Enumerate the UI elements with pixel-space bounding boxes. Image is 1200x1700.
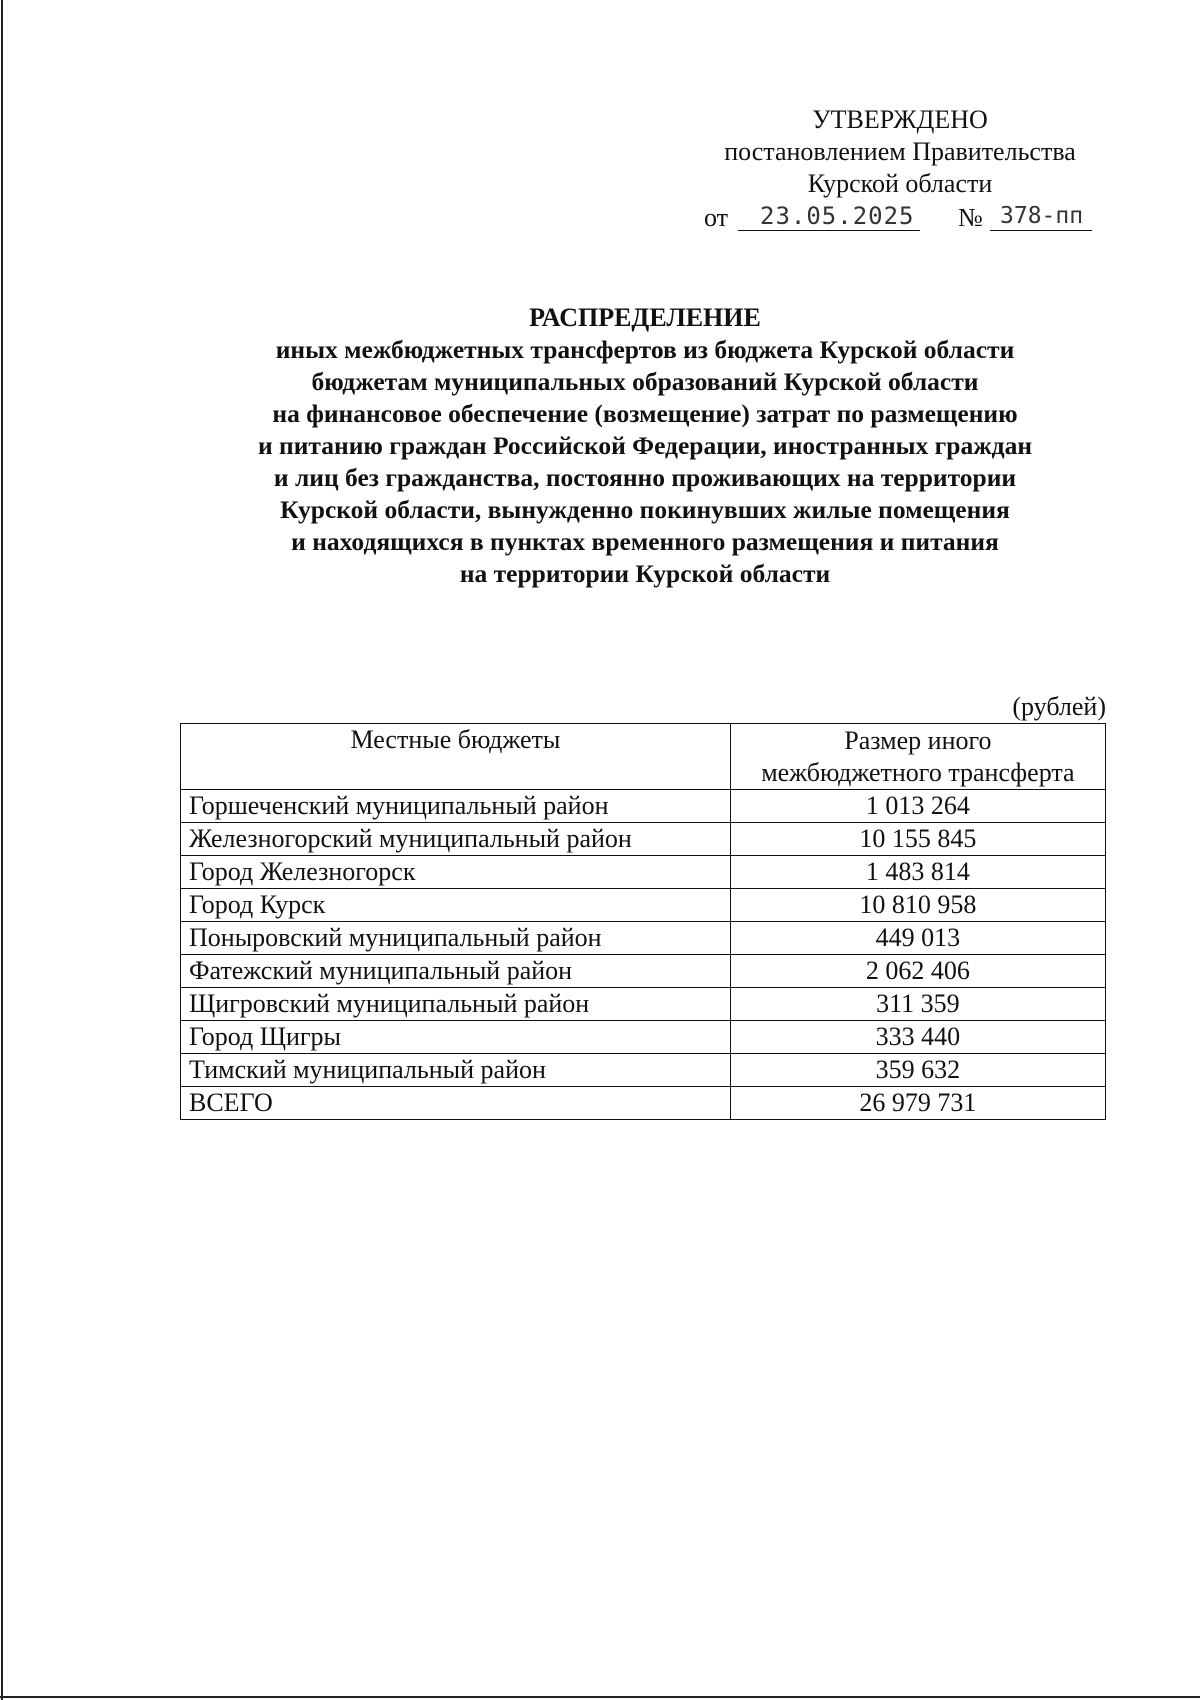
table-row xyxy=(181,955,1106,988)
distribution-table xyxy=(180,723,1106,1120)
budget-name-cell: Фатежский муниципальный район xyxy=(181,955,731,988)
header-amount-line: Размер иного xyxy=(844,726,992,755)
document-title xyxy=(140,302,1150,590)
approval-date: 23.05.2025 xyxy=(760,202,915,230)
table-header-row xyxy=(181,724,1106,790)
header-local-budgets: Местные бюджеты xyxy=(181,724,731,790)
number-sign: № xyxy=(958,203,983,232)
title-heading: РАСПРЕДЕЛЕНИЕ xyxy=(529,303,761,332)
title-line: и лиц без гражданства, постоянно проживающих на территории xyxy=(273,463,1017,492)
header-amount-line: межбюджетного трансферта xyxy=(761,758,1075,787)
date-prefix: от xyxy=(704,203,729,232)
budget-name-cell: Город Железногорск xyxy=(181,856,731,889)
budget-name-cell: Тимский муниципальный район xyxy=(181,1054,731,1087)
total-label-cell: ВСЕГО xyxy=(181,1087,731,1120)
amount-cell: 359 632 xyxy=(730,1054,1105,1087)
amount-cell: 2 062 406 xyxy=(730,955,1105,988)
title-line: иных межбюджетных трансфертов из бюджета Курской области xyxy=(275,335,1015,364)
approval-issuer: постановлением Правительства xyxy=(724,137,1076,166)
units-label: (рублей) xyxy=(1012,692,1106,721)
budget-name-cell: Железногорский муниципальный район xyxy=(181,823,731,856)
budget-name-cell: Поныровский муниципальный район xyxy=(181,922,731,955)
title-line: на финансовое обеспечение (возмещение) затрат по размещению xyxy=(272,399,1018,428)
title-line: Курской области, вынужденно покинувших жилые помещения xyxy=(280,495,1010,524)
scan-border-bottom xyxy=(0,1696,1200,1698)
amount-cell: 333 440 xyxy=(730,1021,1105,1054)
budget-name-cell: Город Курск xyxy=(181,889,731,922)
table-row xyxy=(181,922,1106,955)
header-transfer-amount xyxy=(730,724,1105,790)
amount-cell: 311 359 xyxy=(730,988,1105,1021)
table-row xyxy=(181,889,1106,922)
total-amount-cell: 26 979 731 xyxy=(730,1087,1105,1120)
title-line: бюджетам муниципальных образований Курской области xyxy=(311,367,979,396)
amount-cell: 1 483 814 xyxy=(730,856,1105,889)
table-total-row xyxy=(181,1087,1106,1120)
table-row xyxy=(181,988,1106,1021)
amount-cell: 449 013 xyxy=(730,922,1105,955)
approval-block xyxy=(690,104,1110,236)
table-row xyxy=(181,790,1106,823)
amount-cell: 10 810 958 xyxy=(730,889,1105,922)
approval-number: 378-пп xyxy=(1000,203,1084,229)
approval-status: УТВЕРЖДЕНО xyxy=(812,105,988,134)
budget-name-cell: Город Щигры xyxy=(181,1021,731,1054)
approval-date-line xyxy=(690,202,1110,236)
title-line: на территории Курской области xyxy=(459,559,831,588)
title-line: и находящихся в пунктах временного размещения и питания xyxy=(291,527,999,556)
amount-cell: 10 155 845 xyxy=(730,823,1105,856)
amount-cell: 1 013 264 xyxy=(730,790,1105,823)
budget-name-cell: Щигровский муниципальный район xyxy=(181,988,731,1021)
approval-region: Курской области xyxy=(807,169,993,198)
scan-border-left xyxy=(1,0,3,1700)
table-row xyxy=(181,1054,1106,1087)
table-row xyxy=(181,1021,1106,1054)
table-row xyxy=(181,856,1106,889)
budget-name-cell: Горшеченский муниципальный район xyxy=(181,790,731,823)
title-line: и питанию граждан Российской Федерации, иностранных граждан xyxy=(257,431,1033,460)
table-row xyxy=(181,823,1106,856)
